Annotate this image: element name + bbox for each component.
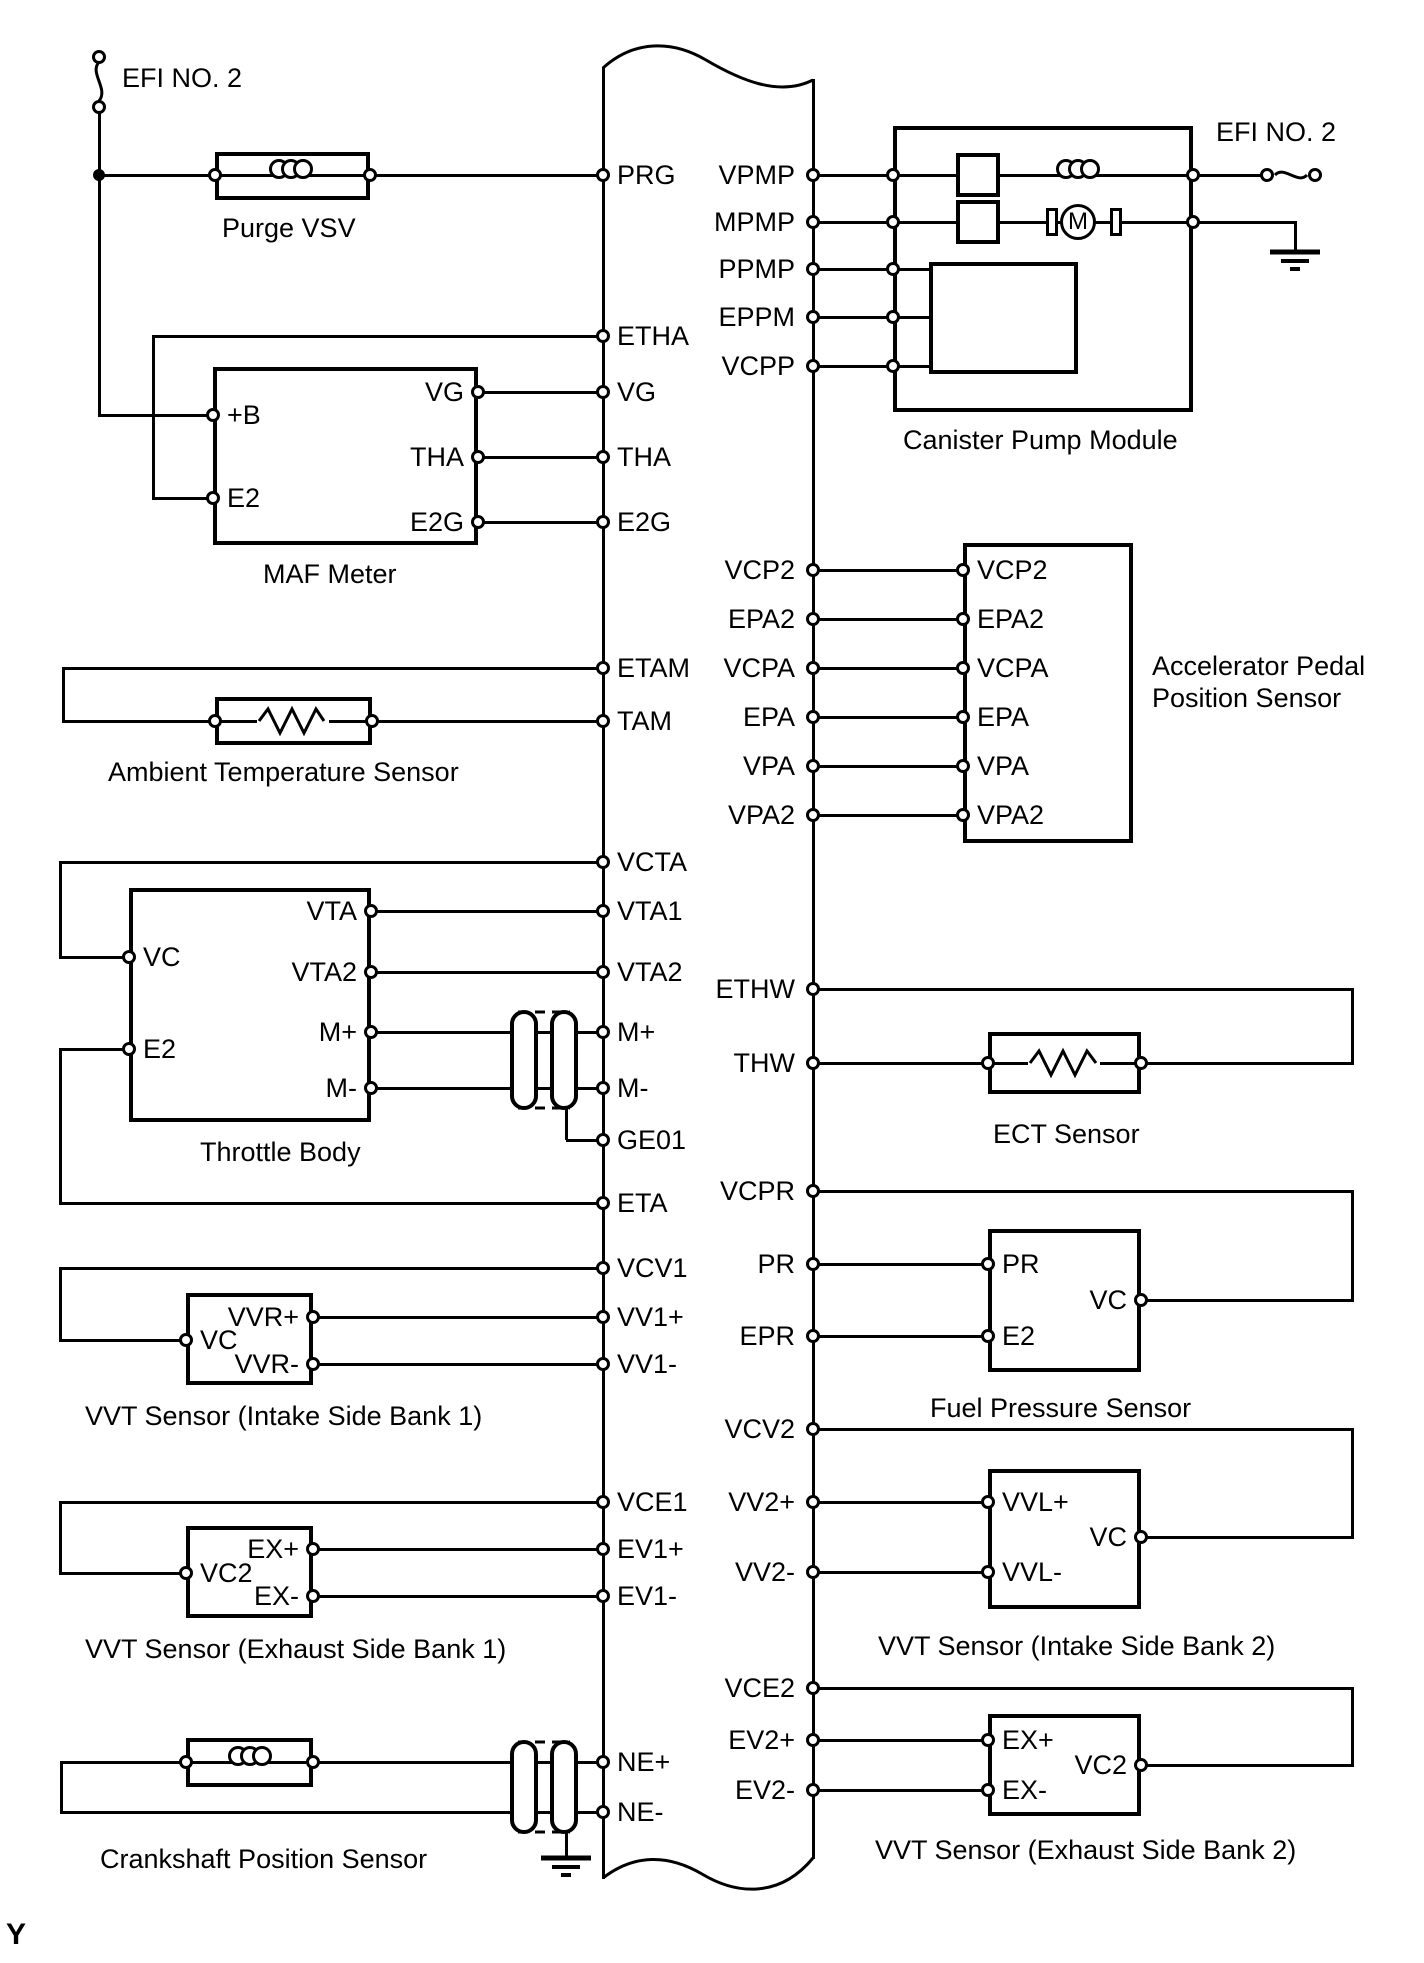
ecm-pin-eta <box>596 1196 610 1210</box>
ect-sensor-box <box>988 1032 1141 1094</box>
ecm-pin-label: PR <box>757 1249 795 1279</box>
wire <box>813 1190 1352 1193</box>
terminal <box>981 1783 995 1797</box>
ecm-pin-label: VV2- <box>734 1557 795 1587</box>
component-pin-label: THA <box>410 442 464 472</box>
ecm-torn-edge-top <box>603 46 813 87</box>
ecm-pin-label: EV1+ <box>617 1534 684 1564</box>
ecm-pin-vpa2 <box>806 808 820 822</box>
ecm-pin-label: PRG <box>617 160 676 190</box>
wire <box>371 971 603 974</box>
wire <box>60 1339 186 1342</box>
motor-label: M <box>1068 208 1088 235</box>
wire <box>371 910 603 913</box>
terminal <box>981 1056 995 1070</box>
ecm-pin-pr <box>806 1257 820 1271</box>
ecm-pin-vce2 <box>806 1681 820 1695</box>
terminal <box>208 168 222 182</box>
canister-pump-module-label: Canister Pump Module <box>903 425 1178 455</box>
component-pin-label: VVL+ <box>1002 1487 1069 1517</box>
component-pin-label: EPA <box>977 702 1030 732</box>
ecm-pin-ethw <box>806 982 820 996</box>
ecm-pin-label: ETHW <box>715 974 795 1004</box>
ecm-pin-label: ETHA <box>617 321 690 351</box>
fuse-icon <box>1275 172 1307 178</box>
ecm-pin-label: VCTA <box>617 847 688 877</box>
component-pin-label: +B <box>227 400 261 430</box>
terminal <box>956 710 970 724</box>
component-pin-label: M+ <box>318 1017 357 1047</box>
ecm-pin-label: M- <box>617 1073 649 1103</box>
wire <box>313 1363 603 1366</box>
terminal <box>956 808 970 822</box>
ecm-pin-label: VV2+ <box>728 1487 795 1517</box>
ecm-pin-tha <box>596 450 610 464</box>
ecm-torn-edge-bottom <box>603 1858 813 1889</box>
ecm-pin-vv2-minus <box>806 1565 820 1579</box>
component-pin-label: VG <box>424 377 464 407</box>
component-pin-label: VC2 <box>1074 1750 1127 1780</box>
terminal <box>886 215 900 229</box>
wire <box>1294 221 1297 253</box>
wire <box>61 1761 186 1764</box>
terminal <box>471 385 485 399</box>
wire <box>813 667 963 670</box>
component-pin-label: VPA2 <box>977 800 1045 830</box>
wire <box>813 716 963 719</box>
component-pin-label: VTA2 <box>291 957 357 987</box>
ecm-pin-etha <box>596 329 610 343</box>
wire <box>1141 1299 1352 1302</box>
terminal <box>886 359 900 373</box>
vvt-intake-b2-label: VVT Sensor (Intake Side Bank 2) <box>878 1631 1276 1661</box>
wire <box>478 456 603 459</box>
fuse-terminal <box>92 100 106 114</box>
ecm-pin-vta2 <box>596 965 610 979</box>
ecm-pin-label: EPPM <box>718 302 795 332</box>
ecm-pin-label: GE01 <box>617 1125 687 1155</box>
terminal <box>364 904 378 918</box>
terminal <box>306 1755 320 1769</box>
ecm-pin-vcpr <box>806 1184 820 1198</box>
ecm-pin-vg <box>596 385 610 399</box>
ecm-pin-label: VV1- <box>617 1349 678 1379</box>
ecm-pin-label: VCP2 <box>724 555 795 585</box>
fuel-pressure-sensor-label: Fuel Pressure Sensor <box>930 1393 1192 1423</box>
wire <box>478 391 603 394</box>
terminal <box>956 759 970 773</box>
ecm-pin-label: NE- <box>617 1797 664 1827</box>
component-pin-label: EX+ <box>247 1534 299 1564</box>
ecm-pin-label: VTA2 <box>617 957 683 987</box>
ecm-pin-m-plus <box>596 1025 610 1039</box>
fuse-terminal <box>92 50 106 64</box>
app-sensor-label-line2: Position Sensor <box>1152 683 1342 713</box>
ecm-pin-label: VG <box>617 377 657 407</box>
ecm-pin-m-minus <box>596 1081 610 1095</box>
terminal <box>306 1357 320 1371</box>
ecm-pin-ev1-plus <box>596 1542 610 1556</box>
wire <box>60 1501 603 1504</box>
terminal <box>208 714 222 728</box>
ecm-pin-label: VCPA <box>723 653 795 683</box>
wire <box>60 1202 603 1205</box>
ecm-pin-ev2-plus <box>806 1733 820 1747</box>
wire <box>313 1316 603 1319</box>
component-pin-label: VCP2 <box>977 555 1048 585</box>
ecm-pin-label: VCPP <box>721 351 795 381</box>
purge-vsv-label: Purge VSV <box>222 213 356 243</box>
wire <box>813 316 893 319</box>
terminal <box>471 450 485 464</box>
terminal <box>363 168 377 182</box>
wire <box>813 1739 988 1742</box>
terminal <box>1134 1293 1148 1307</box>
ecm-pin-label: EPA2 <box>727 604 795 634</box>
shielded-wire-icon <box>512 1012 576 1108</box>
wire <box>1351 1428 1354 1539</box>
ecm-pin-vcv1 <box>596 1261 610 1275</box>
terminal <box>1186 215 1200 229</box>
ecm-pin-label: EV2+ <box>728 1725 795 1755</box>
wire <box>1351 988 1354 1065</box>
terminal <box>364 965 378 979</box>
canister-relay-block-1 <box>956 153 1000 197</box>
ecm-pin-mpmp <box>806 215 820 229</box>
terminal <box>306 1310 320 1324</box>
vvt-intake-b1-label: VVT Sensor (Intake Side Bank 1) <box>85 1401 483 1431</box>
ecm-pin-ne-plus <box>596 1755 610 1769</box>
wire <box>313 1595 603 1598</box>
wire <box>60 1572 186 1575</box>
wire <box>371 1031 603 1034</box>
page-marker: Y <box>6 1918 27 1951</box>
ambient-temp-sensor-label: Ambient Temperature Sensor <box>108 757 459 787</box>
ecm-pin-vta1 <box>596 904 610 918</box>
component-pin-label: E2 <box>227 483 261 513</box>
component-pin-label: VPA <box>977 751 1030 781</box>
ecm-pin-label: TAM <box>617 706 672 736</box>
component-pin-label: E2G <box>409 507 464 537</box>
component-pin-label: VC <box>1089 1285 1127 1315</box>
component-pin-label: VC2 <box>200 1558 253 1588</box>
ecm-pin-etam <box>596 661 610 675</box>
crankshaft-sensor-label: Crankshaft Position Sensor <box>100 1844 428 1874</box>
ecm-right-edge <box>812 79 815 1859</box>
wire <box>99 174 215 177</box>
ecm-pin-label: THW <box>733 1048 795 1078</box>
terminal <box>364 1025 378 1039</box>
wire <box>98 112 101 417</box>
component-pin-label: E2 <box>1002 1321 1036 1351</box>
ecm-pin-thw <box>806 1056 820 1070</box>
ecm-pin-label: ETA <box>617 1188 668 1218</box>
wire <box>1193 221 1295 224</box>
wire <box>813 221 893 224</box>
ecm-pin-vcta <box>596 855 610 869</box>
terminal <box>956 612 970 626</box>
ecm-pin-vcpp <box>806 359 820 373</box>
wire <box>813 814 963 817</box>
component-pin-label: VC <box>200 1325 238 1355</box>
terminal <box>364 1081 378 1095</box>
wire <box>60 956 131 959</box>
crankshaft-sensor-box <box>186 1738 313 1787</box>
component-pin-label: E2 <box>143 1034 177 1064</box>
wire <box>60 1048 131 1051</box>
junction-dot <box>93 169 105 181</box>
app-sensor-box <box>963 543 1133 843</box>
terminal <box>981 1257 995 1271</box>
ecm-pin-label: VCV1 <box>617 1253 688 1283</box>
ecm-pin-label: EPR <box>739 1321 795 1351</box>
wire <box>59 861 62 959</box>
ecm-pin-label: EV2- <box>734 1775 795 1805</box>
ecm-pin-label: M+ <box>617 1017 656 1047</box>
wire <box>60 861 603 864</box>
terminal <box>981 1733 995 1747</box>
ecm-pin-vpa <box>806 759 820 773</box>
ecm-pin-eppm <box>806 310 820 324</box>
wire <box>813 1501 988 1504</box>
ecm-pin-vcp2 <box>806 563 820 577</box>
fuse-label-top-right: EFI NO. 2 <box>1216 117 1337 147</box>
wire <box>1193 174 1267 177</box>
terminal <box>886 310 900 324</box>
wire <box>813 569 963 572</box>
component-pin-label: EX- <box>1002 1775 1048 1805</box>
terminal <box>206 491 220 505</box>
wire <box>99 414 215 417</box>
fuse-terminal <box>1260 168 1274 182</box>
motor-brush-icon <box>1046 208 1058 236</box>
ecm-pin-label: VPA <box>742 751 795 781</box>
wire <box>813 1571 988 1574</box>
terminal <box>981 1329 995 1343</box>
component-pin-label: PR <box>1002 1249 1040 1279</box>
wire <box>152 335 155 500</box>
wire <box>813 174 893 177</box>
terminal <box>179 1566 193 1580</box>
wire <box>371 1087 603 1090</box>
component-pin-label: VTA <box>306 896 357 926</box>
terminal <box>179 1755 193 1769</box>
component-pin-label: M- <box>325 1073 357 1103</box>
terminal <box>122 1042 136 1056</box>
terminal <box>1134 1758 1148 1772</box>
wire <box>565 1106 568 1140</box>
wire <box>62 667 65 723</box>
wire <box>1141 1536 1352 1539</box>
ecm-pin-label: MPMP <box>714 207 795 237</box>
ecm-pin-prg <box>596 168 610 182</box>
wire <box>313 1761 603 1764</box>
wire <box>813 365 893 368</box>
terminal <box>206 408 220 422</box>
ect-sensor-label: ECT Sensor <box>993 1119 1140 1149</box>
component-pin-label: VC <box>1089 1522 1127 1552</box>
wire <box>478 521 603 524</box>
terminal <box>365 714 379 728</box>
wire <box>370 720 603 723</box>
ambient-temp-sensor-box <box>215 697 372 745</box>
fuse-label-top-left: EFI NO. 2 <box>122 63 243 93</box>
ecm-pin-vv2-plus <box>806 1495 820 1509</box>
terminal <box>1134 1056 1148 1070</box>
ecm-pin-label: VCE2 <box>724 1673 795 1703</box>
wire <box>63 667 603 670</box>
wire <box>60 1761 63 1814</box>
wire <box>813 765 963 768</box>
terminal <box>1186 168 1200 182</box>
ecm-pin-vv1-plus <box>596 1310 610 1324</box>
wire <box>813 988 1352 991</box>
terminal <box>981 1495 995 1509</box>
vvt-exhaust-b1-label: VVT Sensor (Exhaust Side Bank 1) <box>85 1634 507 1664</box>
wire <box>565 1830 568 1857</box>
terminal <box>956 563 970 577</box>
maf-meter-label: MAF Meter <box>263 559 397 589</box>
ground-icon <box>1270 252 1320 269</box>
wire <box>813 1428 1352 1431</box>
ecm-pin-epa <box>806 710 820 724</box>
wire <box>370 174 603 177</box>
wire <box>813 268 893 271</box>
ecm-pin-label: VCE1 <box>617 1487 688 1517</box>
canister-relay-block-2 <box>956 200 1000 244</box>
wire <box>60 1267 603 1270</box>
ecm-pin-label: VV1+ <box>617 1302 684 1332</box>
ecm-pin-label: VTA1 <box>617 896 683 926</box>
terminal <box>122 950 136 964</box>
ecm-pin-label: VCV2 <box>724 1414 795 1444</box>
terminal <box>1134 1530 1148 1544</box>
ecm-pin-label: PPMP <box>718 254 795 284</box>
canister-inner-module-box <box>929 262 1078 374</box>
component-pin-label: EPA2 <box>977 604 1045 634</box>
terminal <box>471 515 485 529</box>
wire <box>59 1267 62 1342</box>
fuse-terminal <box>1308 168 1322 182</box>
throttle-body-label: Throttle Body <box>200 1137 361 1167</box>
component-pin-label: VVL- <box>1002 1557 1063 1587</box>
ecm-pin-vce1 <box>596 1495 610 1509</box>
app-sensor-label-line1: Accelerator Pedal <box>1152 651 1366 681</box>
terminal <box>886 168 900 182</box>
ecm-pin-ne-minus <box>596 1805 610 1819</box>
shielded-wire-icon <box>512 1742 576 1832</box>
component-pin-label: VCPA <box>977 653 1049 683</box>
ecm-pin-vcv2 <box>806 1422 820 1436</box>
terminal <box>981 1565 995 1579</box>
ecm-pin-label: VCPR <box>719 1176 795 1206</box>
wire <box>153 335 603 338</box>
ecm-pin-vv1-minus <box>596 1357 610 1371</box>
wire <box>1141 1764 1352 1767</box>
vvt-exhaust-b2-label: VVT Sensor (Exhaust Side Bank 2) <box>875 1835 1297 1865</box>
ecm-pin-e2g <box>596 515 610 529</box>
ecm-pin-vcpa <box>806 661 820 675</box>
ecm-pin-label: E2G <box>617 507 672 537</box>
wire <box>813 1263 988 1266</box>
component-pin-label: VC <box>143 942 181 972</box>
wire <box>59 1048 62 1205</box>
motor-brush-icon <box>1110 208 1122 236</box>
ecm-pin-ppmp <box>806 262 820 276</box>
ecm-pin-epa2 <box>806 612 820 626</box>
ecm-pin-ev1-minus <box>596 1589 610 1603</box>
component-pin-label: VVR- <box>234 1349 299 1379</box>
wire <box>813 1789 988 1792</box>
component-pin-label: EX- <box>253 1581 299 1611</box>
component-pin-label: EX+ <box>1002 1725 1054 1755</box>
wire <box>813 1687 1352 1690</box>
ecm-pin-label: VPA2 <box>727 800 795 830</box>
wire <box>813 618 963 621</box>
wire <box>313 1548 603 1551</box>
ecm-pin-label: THA <box>617 442 671 472</box>
ecm-pin-epr <box>806 1329 820 1343</box>
ecm-pin-label: VPMP <box>718 160 795 190</box>
ecm-pin-label: NE+ <box>617 1747 671 1777</box>
terminal <box>179 1333 193 1347</box>
terminal <box>306 1589 320 1603</box>
ecm-pin-label: EV1- <box>617 1581 678 1611</box>
wire <box>59 1501 62 1575</box>
ecm-pin-label: EPA <box>742 702 795 732</box>
ecm-pin-ev2-minus <box>806 1783 820 1797</box>
component-pin-label: VVR+ <box>227 1302 299 1332</box>
terminal <box>886 262 900 276</box>
terminal <box>306 1542 320 1556</box>
wire <box>813 1335 988 1338</box>
terminal <box>956 661 970 675</box>
ecm-pin-tam <box>596 714 610 728</box>
ground-icon <box>541 1858 591 1875</box>
ecm-pin-vpmp <box>806 168 820 182</box>
wire <box>61 1811 603 1814</box>
purge-vsv-box <box>215 152 370 200</box>
wire <box>1351 1190 1354 1302</box>
ecm-pin-label: ETAM <box>617 653 690 683</box>
ecm-pin-ge01 <box>596 1133 610 1147</box>
wire <box>1351 1687 1354 1767</box>
fuse-icon <box>96 62 102 101</box>
